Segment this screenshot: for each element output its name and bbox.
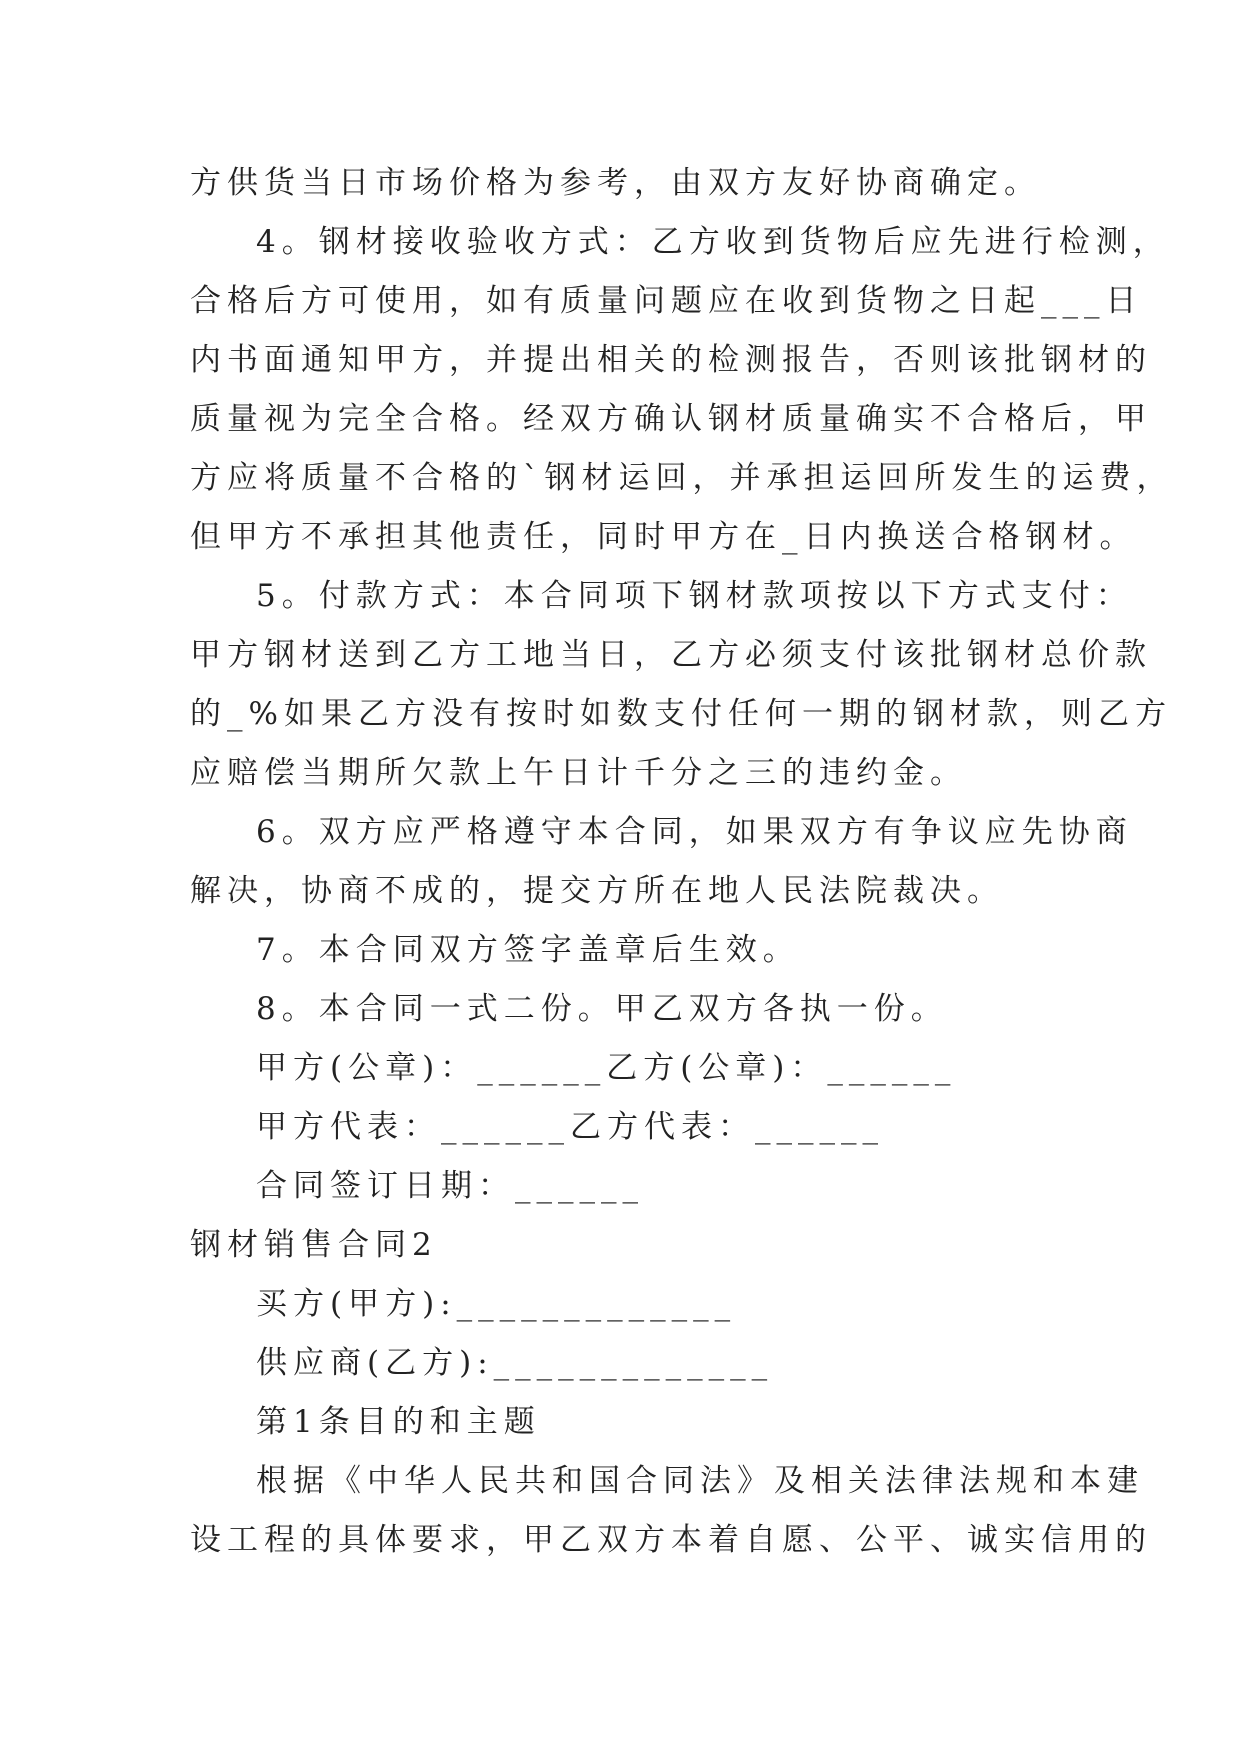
text-line: 根据《中华人民共和国合同法》及相关法律法规和本建 bbox=[256, 1463, 1144, 1499]
text-line: 4。钢材接收验收方式：乙方收到货物后应先进行检测， bbox=[256, 224, 1170, 260]
section-title: 钢材销售合同2 bbox=[190, 1227, 438, 1263]
text-line: 5。付款方式：本合同项下钢材款项按以下方式支付： bbox=[256, 578, 1133, 614]
text-line: 7。本合同双方签字盖章后生效。 bbox=[256, 932, 800, 968]
text-line: 质量视为完全合格。经双方确认钢材质量确实不合格后，甲 bbox=[190, 401, 1152, 437]
text-line: 方供货当日市场价格为参考，由双方友好协商确定。 bbox=[190, 165, 1041, 201]
text-line: 合格后方可使用，如有质量问题应在收到货物之日起___日 bbox=[190, 283, 1143, 319]
buyer-line: 买方(甲方):_____________ bbox=[256, 1286, 737, 1322]
signature-line-date: 合同签订日期：______ bbox=[256, 1168, 644, 1204]
article-heading: 第1条目的和主题 bbox=[256, 1404, 541, 1440]
signature-line-representative: 甲方代表：______乙方代表：______ bbox=[256, 1109, 884, 1145]
text-line: 但甲方不承担其他责任，同时甲方在_日内换送合格钢材。 bbox=[190, 519, 1137, 555]
text-line: 内书面通知甲方，并提出相关的检测报告，否则该批钢材的 bbox=[190, 342, 1152, 378]
text-line: 的_%如果乙方没有按时如数支付任何一期的钢材款，则乙方 bbox=[190, 696, 1172, 732]
text-line: 8。本合同一式二份。甲乙双方各执一份。 bbox=[256, 991, 948, 1027]
signature-line-seal: 甲方(公章)：______乙方(公章)：______ bbox=[256, 1050, 957, 1086]
text-line: 设工程的具体要求，甲乙双方本着自愿、公平、诚实信用的 bbox=[190, 1522, 1152, 1558]
text-line: 解决，协商不成的，提交方所在地人民法院裁决。 bbox=[190, 873, 1004, 909]
text-line: 应赔偿当期所欠款上午日计千分之三的违约金。 bbox=[190, 755, 967, 791]
supplier-line: 供应商(乙方):_____________ bbox=[256, 1345, 774, 1381]
text-line: 甲方钢材送到乙方工地当日，乙方必须支付该批钢材总价款 bbox=[190, 637, 1152, 673]
text-line: 方应将质量不合格的`钢材运回，并承担运回所发生的运费， bbox=[190, 460, 1174, 496]
text-line: 6。双方应严格遵守本合同，如果双方有争议应先协商 bbox=[256, 814, 1133, 850]
